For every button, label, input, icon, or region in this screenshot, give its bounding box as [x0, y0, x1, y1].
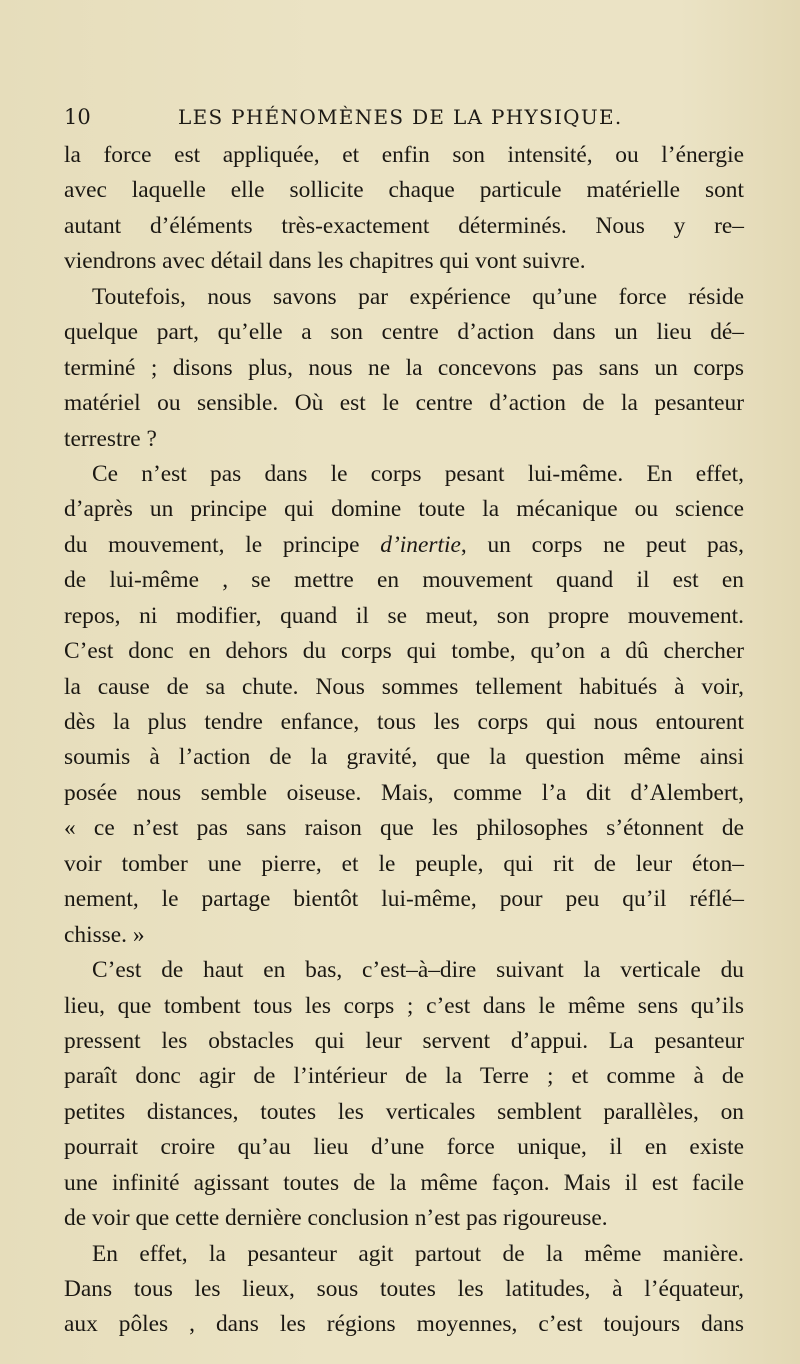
text-line: « ce n’est pas sans raison que les philosophes s’étonnent de	[64, 815, 744, 842]
text-line: de lui-même , se mettre en mouvement quand il est en	[64, 567, 744, 594]
text-line: de voir que cette dernière conclusion n’est pas rigoureuse.	[64, 1205, 608, 1232]
paragraph-4	[64, 953, 744, 1237]
text-line: C’est de haut en bas, c’est–à–dire suivant la verticale du	[92, 957, 744, 984]
paragraph-2	[64, 280, 744, 457]
text-line: voir tomber une pierre, et le peuple, qui rit de leur éton–	[64, 850, 744, 877]
page-header	[64, 102, 706, 132]
text-line: En effet, la pesanteur agit partout de la même manière.	[92, 1240, 744, 1267]
text-line: Ce n’est pas dans le corps pesant lui-même. En effet,	[92, 460, 744, 487]
text-segment: , un corps ne peut pas,	[460, 531, 744, 558]
text-line: posée nous semble oiseuse. Mais, comme l’a dit d’Alembert,	[64, 779, 744, 806]
paragraph-1	[64, 138, 744, 280]
text-line-with-italic	[64, 528, 744, 563]
text-line: Toutefois, nous savons par expérience qu’une force réside	[92, 283, 744, 310]
text-line: dès la plus tendre enfance, tous les corps qui nous entourent	[64, 709, 744, 735]
text-line: aux pôles , dans les régions moyennes, c’est toujours dans	[64, 1311, 744, 1338]
text-line: chisse. »	[64, 921, 145, 948]
text-line: viendrons avec détail dans les chapitres qui vont suivre.	[64, 248, 586, 275]
text-line: matériel ou sensible. Où est le centre d’action de la pesanteur	[64, 390, 744, 417]
text-line: la cause de sa chute. Nous sommes tellement habitués à voir,	[64, 673, 744, 700]
text-line: paraît donc agir de l’intérieur de la Terre ; et comme à de	[64, 1063, 744, 1090]
text-line: terminé ; disons plus, nous ne la concevons pas sans un corps	[64, 354, 744, 381]
text-line: autant d’éléments très-exactement déterminés. Nous y re–	[64, 212, 744, 239]
text-line: la force est appliquée, et enfin son intensité, ou l’énergie	[64, 142, 744, 168]
text-line: une infinité agissant toutes de la même façon. Mais il est facile	[64, 1169, 744, 1196]
text-line: avec laquelle elle sollicite chaque particule matérielle sont	[64, 177, 744, 204]
text-line: petites distances, toutes les verticales semblent parallèles, on	[64, 1098, 744, 1125]
paragraph-5	[64, 1237, 744, 1343]
page-number: 10	[64, 105, 91, 129]
text-line: soumis à l’action de la gravité, que la question même ainsi	[64, 744, 744, 771]
running-title: LES PHÉNOMÈNES DE LA PHYSIQUE.	[178, 105, 623, 129]
text-line: nement, le partage bientôt lui-même, pour peu qu’il réflé–	[64, 886, 744, 913]
text-line: d’après un principe qui domine toute la mécanique ou science	[64, 496, 744, 523]
text-line: pressent les obstacles qui leur servent d’appui. La pesanteur	[64, 1027, 744, 1054]
body-text	[64, 138, 744, 1343]
text-segment: du mouvement, le principe	[64, 531, 381, 558]
text-line: lieu, que tombent tous les corps ; c’est dans le même sens qu’ils	[64, 992, 744, 1019]
text-line: C’est donc en dehors du corps qui tombe, qu’on a dû chercher	[64, 638, 744, 665]
italic-term: d’inertie	[380, 531, 461, 558]
paragraph-3	[64, 457, 744, 953]
text-line: repos, ni modifier, quand il se meut, son propre mouvement.	[64, 602, 744, 629]
text-line: Dans tous les lieux, sous toutes les latitudes, à l’équateur,	[64, 1276, 744, 1302]
text-line: quelque part, qu’elle a son centre d’action dans un lieu dé–	[64, 319, 744, 346]
text-line: pourrait croire qu’au lieu d’une force unique, il en existe	[64, 1134, 744, 1161]
text-line: terrestre ?	[64, 425, 157, 452]
